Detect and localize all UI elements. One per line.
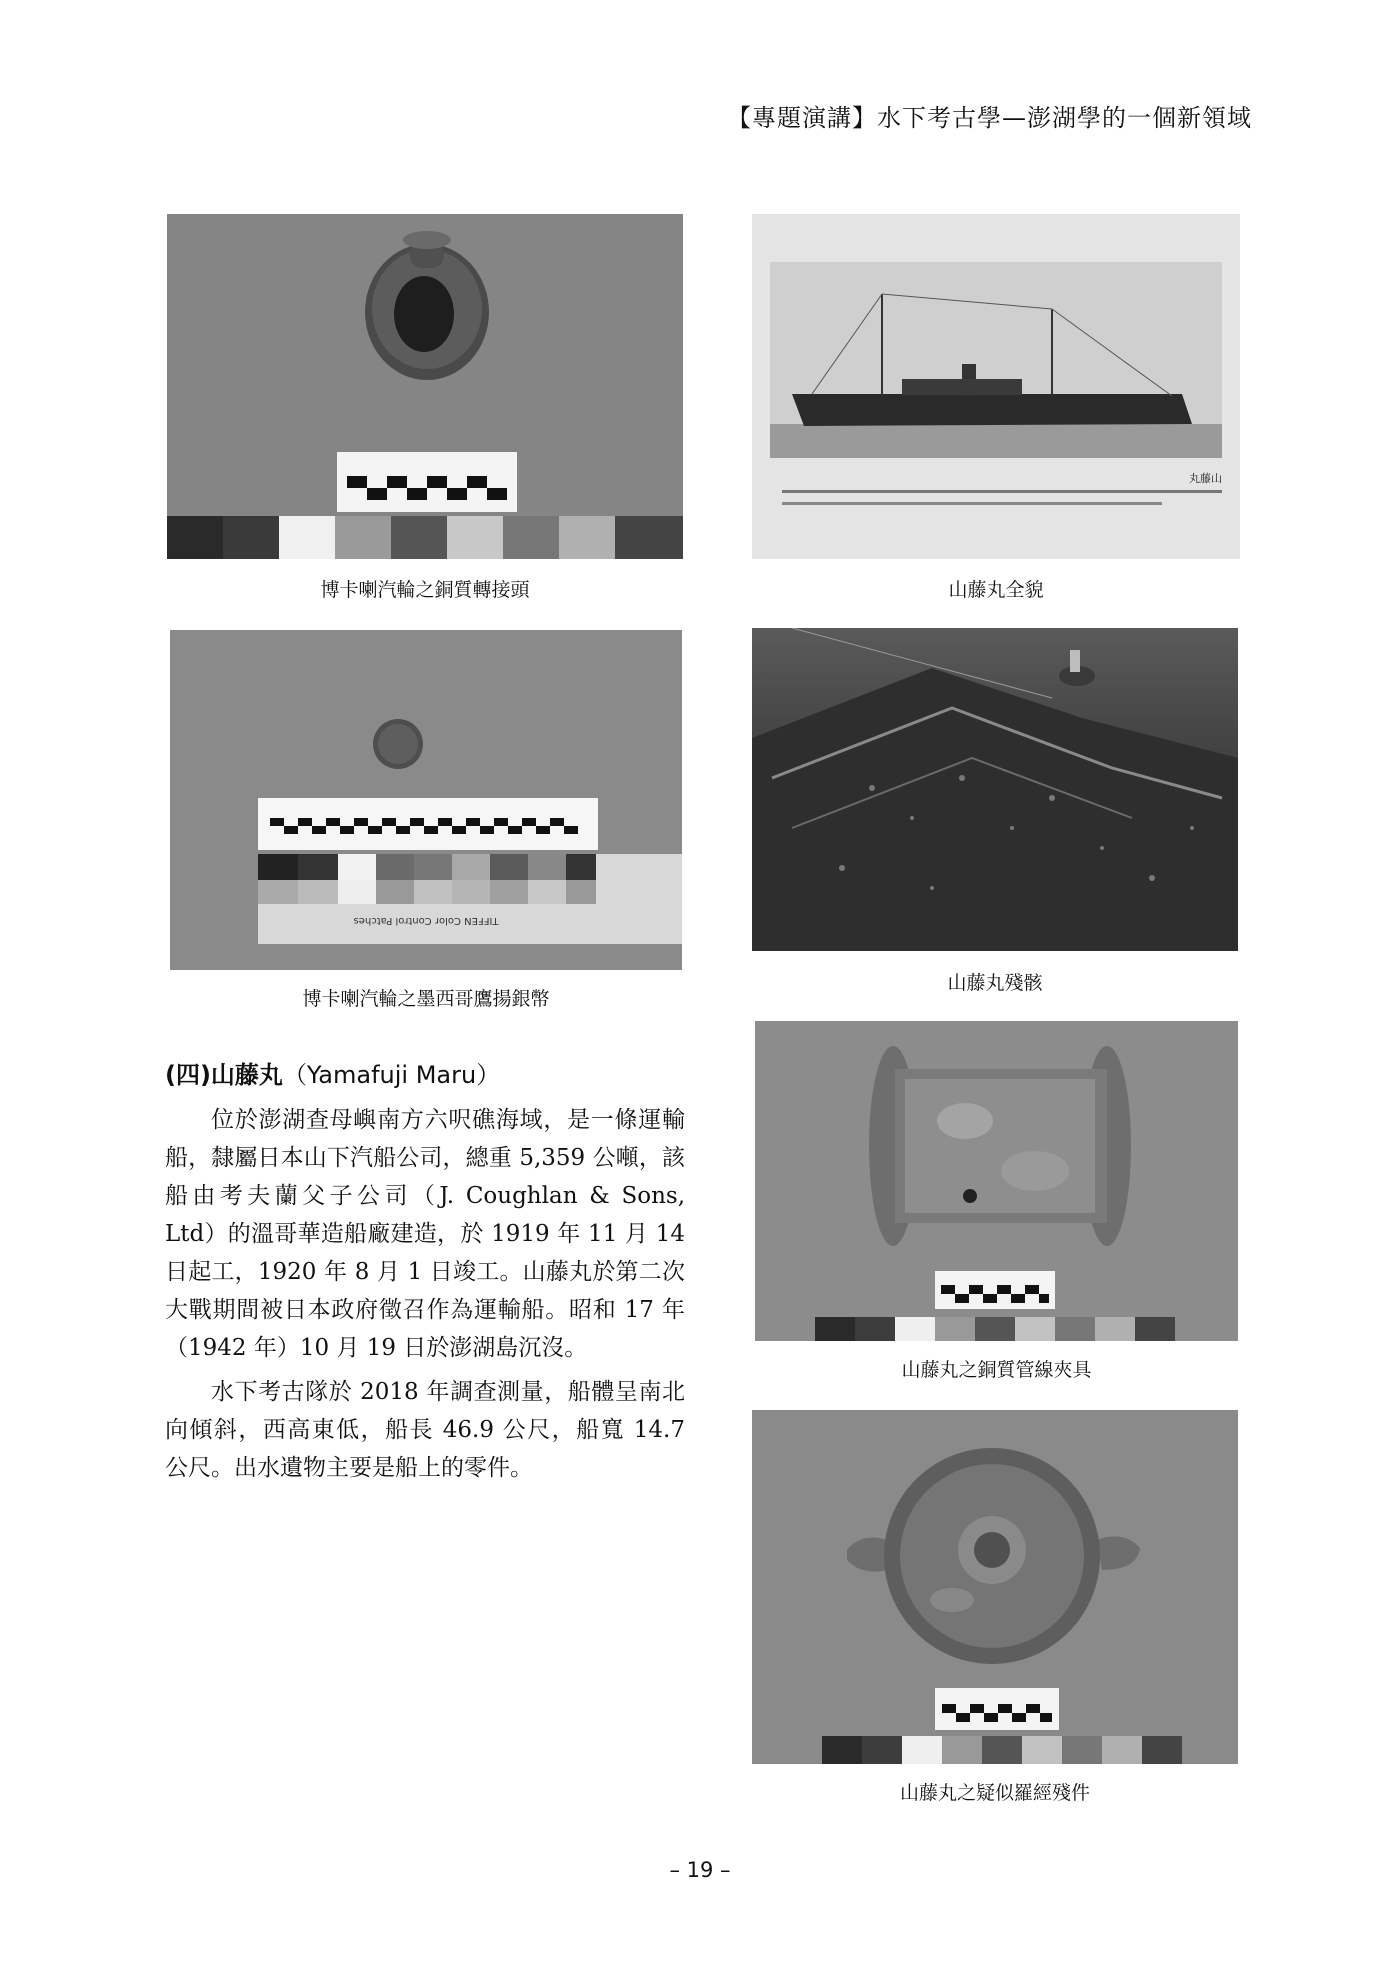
figure-caption: 山藤丸之疑似羅經殘件 bbox=[899, 1782, 1090, 1804]
color-chart-brand: TIFFEN Color Control Patches bbox=[353, 915, 499, 926]
paragraph: 水下考古隊於 2018 年調查測量，船體呈南北向傾斜，西高東低，船長 46.9 公尺，船寬 14.7 公尺。出水遺物主要是船上的零件。 bbox=[165, 1379, 685, 1481]
paragraph: 位於澎湖查母嶼南方六呎礁海域，是一條運輸船，隸屬日本山下汽船公司，總重 5,359 公噸，該船由考夫蘭父子公司（J. Coughlan & Sons, Ltd）的溫哥華造船廠建造，於 1919 年 11 月 14 日起工，1920 年 8 月 1 日竣工。山藤丸於第二次大戰期間被日本政府徵召作為運輸船。昭和 17 年（1942 年）10 月 19 日於澎湖島沉沒。 bbox=[165, 1107, 685, 1361]
section-heading-en: （Yamafuji Maru） bbox=[282, 1061, 501, 1089]
running-header: 【專題演講】水下考古學—澎湖學的一個新領域 bbox=[727, 104, 1252, 132]
figure-caption: 博卡喇汽輪之墨西哥鷹揚銀幣 bbox=[302, 988, 550, 1010]
figure-caption: 山藤丸殘骸 bbox=[947, 972, 1043, 994]
figure-caption: 山藤丸之銅質管線夾具 bbox=[901, 1359, 1092, 1381]
section-heading bbox=[165, 1055, 500, 1090]
ship-photo-inset-title: 丸藤山 bbox=[1189, 472, 1222, 485]
section-body bbox=[165, 1101, 685, 1487]
photo-compass-fragment bbox=[752, 1410, 1238, 1764]
photo-bronze-adapter bbox=[167, 214, 683, 559]
page-number: – 19 – bbox=[669, 1858, 731, 1882]
photo-pipe-clamp bbox=[755, 1021, 1238, 1341]
figure-caption: 博卡喇汽輪之銅質轉接頭 bbox=[320, 579, 530, 601]
figure-caption: 山藤丸全貌 bbox=[948, 579, 1044, 601]
photo-ship-full-view bbox=[752, 214, 1240, 559]
photo-silver-coin bbox=[170, 630, 682, 970]
photo-wreck-underwater bbox=[752, 628, 1238, 951]
section-heading-zh: (四)山藤丸 bbox=[165, 1061, 283, 1089]
